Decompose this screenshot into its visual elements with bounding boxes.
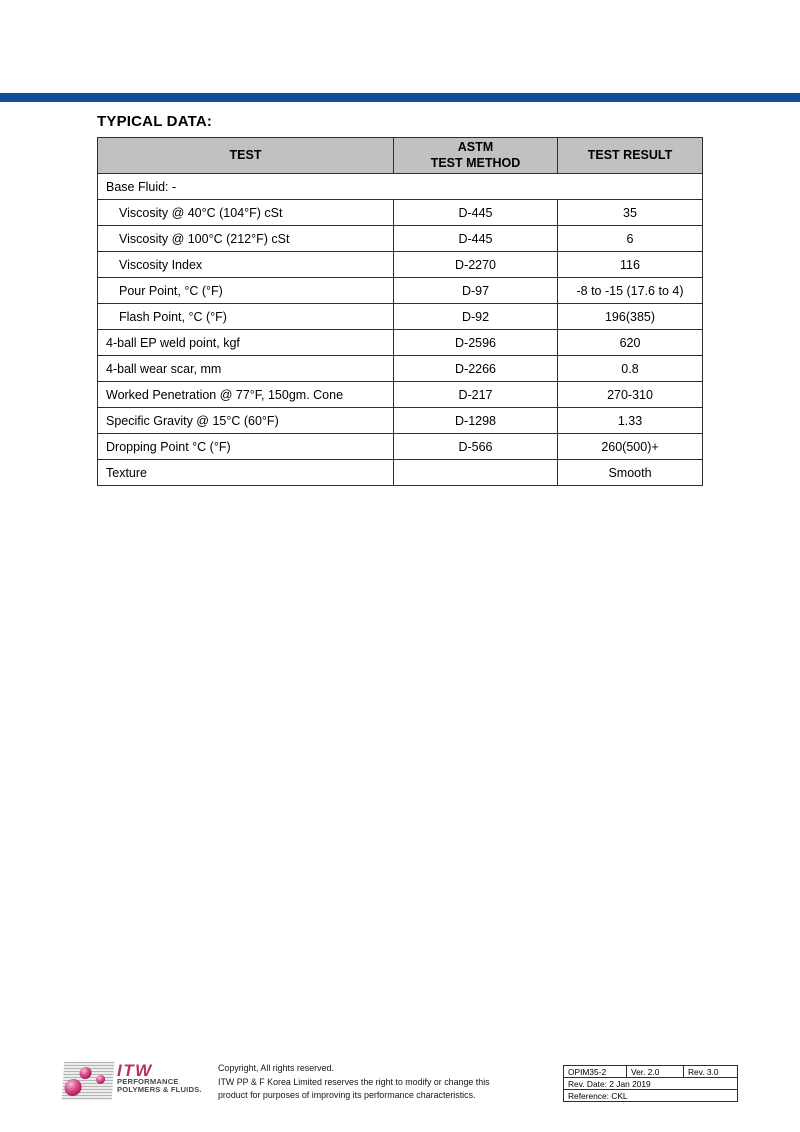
cell-method: D-97 (394, 278, 558, 304)
cell-test: Pour Point, °C (°F) (98, 278, 394, 304)
cell-test: 4-ball wear scar, mm (98, 356, 394, 382)
doc-info-row (564, 1090, 738, 1102)
cell-test: Viscosity @ 100°C (212°F) cSt (98, 226, 394, 252)
cell-method: D-217 (394, 382, 558, 408)
doc-code: OPIM35-2 (564, 1066, 627, 1078)
cell-test: Worked Penetration @ 77°F, 150gm. Cone (98, 382, 394, 408)
page-title: TYPICAL DATA: (97, 113, 213, 130)
cell-method: D-2596 (394, 330, 558, 356)
cell-method: D-566 (394, 434, 558, 460)
cell-result: 620 (558, 330, 703, 356)
table-row (98, 408, 703, 434)
doc-rev-date: Rev. Date: 2 Jan 2019 (564, 1078, 738, 1090)
cell-test: Flash Point, °C (°F) (98, 304, 394, 330)
table-row (98, 330, 703, 356)
logo-sphere-large-icon (64, 1079, 82, 1096)
table-row (98, 174, 703, 200)
logo-brand: ITW (117, 1061, 153, 1080)
copyright-text (218, 1062, 490, 1103)
company-logo (63, 1062, 202, 1100)
copyright-line: ITW PP & F Korea Limited reserves the right to modify or change this (218, 1076, 490, 1087)
cell-result: 1.33 (558, 408, 703, 434)
typical-data-body (98, 174, 703, 486)
cell-test: Viscosity @ 40°C (104°F) cSt (98, 200, 394, 226)
top-accent-bar (0, 93, 800, 102)
table-row (98, 304, 703, 330)
doc-reference: Reference: CKL (564, 1090, 738, 1102)
logo-sphere-small-icon (96, 1075, 106, 1084)
doc-info-row (564, 1066, 738, 1078)
column-header-method (394, 138, 558, 174)
table-row (98, 278, 703, 304)
cell-method: D-2266 (394, 356, 558, 382)
table-row (98, 434, 703, 460)
table-header-row (98, 138, 703, 174)
typical-data-table (97, 137, 703, 486)
cell-method: D-445 (394, 226, 558, 252)
cell-result: 270-310 (558, 382, 703, 408)
column-header-method-line1: ASTM (457, 139, 494, 154)
column-header-method-line2: TEST METHOD (430, 155, 521, 170)
table-row (98, 356, 703, 382)
table-row (98, 226, 703, 252)
column-header-result: TEST RESULT (558, 138, 703, 174)
cell-result: -8 to -15 (17.6 to 4) (558, 278, 703, 304)
cell-result: 260(500)+ (558, 434, 703, 460)
copyright-line: product for purposes of improving its performance characteristics. (218, 1090, 476, 1101)
table-row (98, 382, 703, 408)
logo-line2: POLYMERS & FLUIDS. (117, 1085, 202, 1095)
table-row (98, 200, 703, 226)
logo-line1: PERFORMANCE (117, 1077, 179, 1086)
cell-test: 4-ball EP weld point, kgf (98, 330, 394, 356)
cell-method: D-2270 (394, 252, 558, 278)
table-row (98, 460, 703, 486)
cell-test: Base Fluid: - (98, 174, 703, 200)
cell-method (394, 460, 558, 486)
table-row (98, 252, 703, 278)
cell-result: Smooth (558, 460, 703, 486)
logo-text (117, 1062, 202, 1094)
cell-method: D-92 (394, 304, 558, 330)
cell-method: D-1298 (394, 408, 558, 434)
cell-test: Dropping Point °C (°F) (98, 434, 394, 460)
cell-result: 196(385) (558, 304, 703, 330)
cell-test: Texture (98, 460, 394, 486)
cell-test: Viscosity Index (98, 252, 394, 278)
cell-test: Specific Gravity @ 15°C (60°F) (98, 408, 394, 434)
column-header-test: TEST (98, 138, 394, 174)
document-info-table (563, 1065, 738, 1102)
cell-result: 0.8 (558, 356, 703, 382)
copyright-line: Copyright, All rights reserved. (218, 1063, 334, 1073)
doc-revision: Rev. 3.0 (684, 1066, 738, 1078)
cell-result: 6 (558, 226, 703, 252)
doc-info-row (564, 1078, 738, 1090)
cell-result: 116 (558, 252, 703, 278)
logo-sphere-medium-icon (79, 1067, 92, 1079)
cell-method: D-445 (394, 200, 558, 226)
cell-result: 35 (558, 200, 703, 226)
doc-version: Ver. 2.0 (627, 1066, 684, 1078)
logo-spheres-icon (62, 1062, 115, 1100)
